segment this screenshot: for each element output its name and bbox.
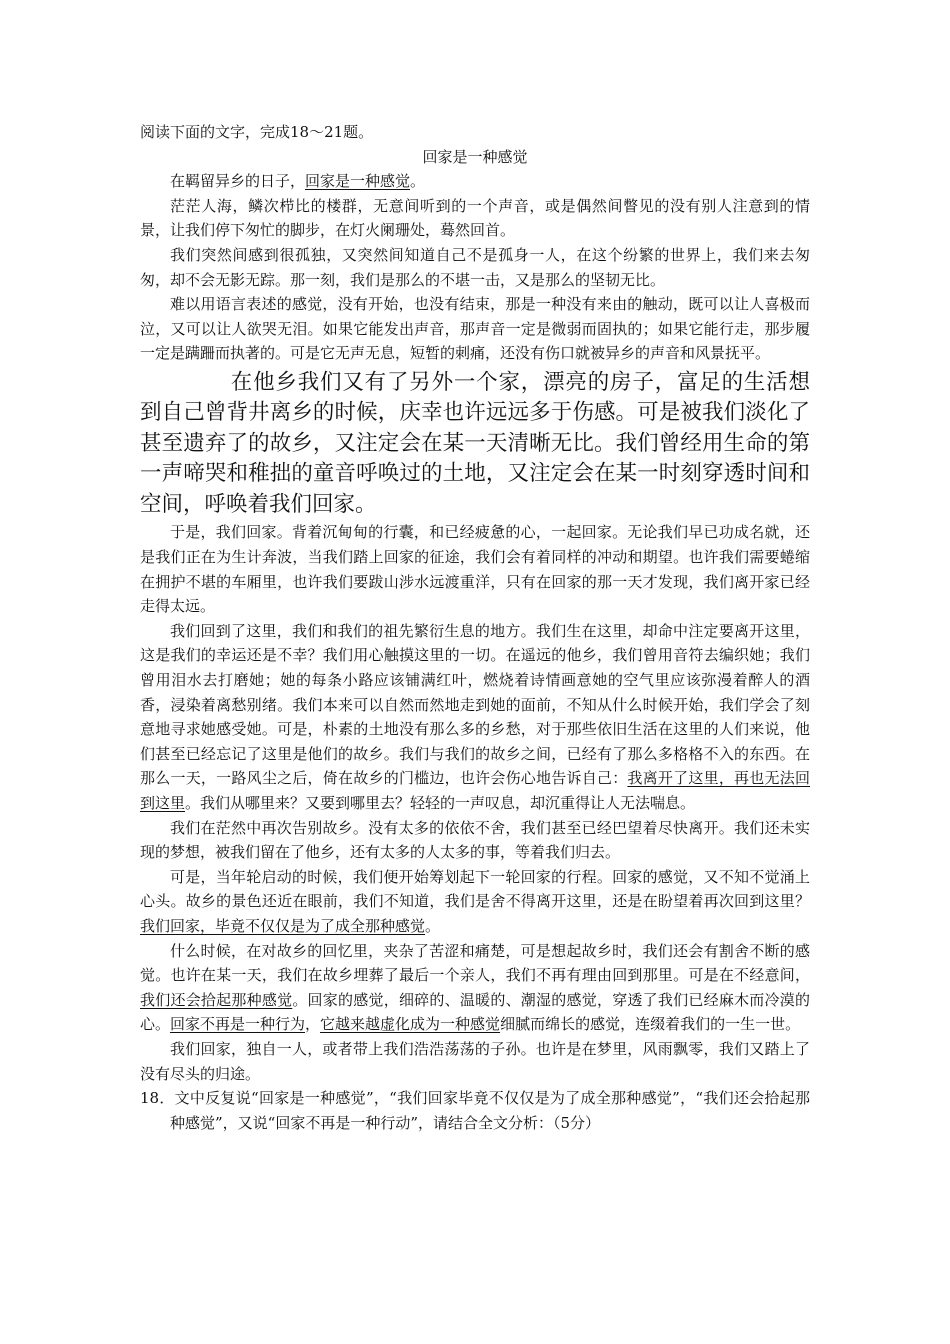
instruction: 阅读下面的文字，完成18～21题。 — [140, 123, 374, 141]
paragraph-1 — [140, 169, 810, 194]
underlined-sentence: 我离开了这里，再也无法回到这里 — [140, 769, 810, 812]
paragraph-8: 我们在茫然中再次告别故乡。没有太多的依依不舍，我们甚至已经巴望着尽快离开。我们还未实现的梦想，被我们留在了他乡，还有太多的人太多的事，等着我们归去。 — [140, 818, 810, 862]
paragraph-2: 茫茫人海，鳞次栉比的楼群，无意间听到的一个声音，或是偶然间瞥见的没有别人注意到的情景，让我们停下匆忙的脚步，在灯火阑珊处，蓦然回首。 — [140, 196, 810, 240]
underlined-sentence: 我们还会拾起那种感觉 — [140, 990, 293, 1009]
text-run: 在羁留异乡的日子， — [170, 172, 306, 191]
text-run: 我们回到了这里，我们和我们的祖先繁衍生息的地方。我们生在这里，却命中注定要离开这里，这是我们的幸运还是不幸？我们用心触摸这里的一切。在遥远的他乡，我们曾用音符去编织她；我们曾用泪水去打磨她；她的每条小路应该铺满红叶，燃烧着诗情画意她的空气里应该弥漫着醉人的酒香，浸染着离愁别绪。我们本来可以自然而然地走到她的面前，不知从什么时候开始，我们学会了刻意地寻求她感受她。可是，朴素的土地没有那么多的乡愁，对于那些依旧生活在这里的人们来说，他们甚至已经忘记了这里是他们的故乡。我们与我们的故乡之间，已经有了那么多格格不入的东西。在那么一天，一路风尘之后，倚在故乡的门槛边，也许会伤心地告诉自己： — [140, 621, 810, 788]
document-page — [140, 120, 810, 1135]
paragraph-3: 我们突然间感到很孤独，又突然间知道自己不是孤身一人，在这个纷繁的世界上，我们来去匆匆，却不会无影无踪。那一刻，我们是那么的不堪一击，又是那么的坚韧无比。 — [140, 245, 810, 289]
paragraph-11: 我们回家，独自一人，或者带上我们浩浩荡荡的子孙。也许是在梦里，风雨飘零，我们又踏上了没有尽头的归途。 — [140, 1039, 810, 1083]
text-run: 细腻而绵长的感觉，连缀着我们的一生一世。 — [500, 1015, 801, 1034]
text-run: ， — [305, 1015, 321, 1034]
article-title: 回家是一种感觉 — [422, 147, 528, 166]
text-run: 。 — [410, 172, 426, 191]
paragraph-9 — [140, 865, 810, 939]
underlined-sentence: 回家不再是一种行为 — [170, 1015, 306, 1034]
paragraph-6: 于是，我们回家。背着沉甸甸的行囊，和已经疲惫的心，一起回家。无论我们早已功成名就，还是我们正在为生计奔波，当我们踏上回家的征途，我们会有着同样的冲动和期望。也许我们需要蜷缩在拥护不堪的车厢里，也许我们要跋山涉水远渡重洋，只有在回家的那一天才发现，我们离开家已经走得太远。 — [140, 523, 810, 616]
paragraph-4: 难以用语言表述的感觉，没有开始，也没有结束，那是一种没有来由的触动，既可以让人喜极而泣，又可以让人欲哭无泪。如果它能发出声音，那声音一定是微弱而固执的；如果它能行走，那步履一定是蹒跚而执著的。可是它无声无息，短暂的刺痛，还没有伤口就被异乡的声音和风景抚平。 — [140, 295, 810, 363]
paragraph-7 — [140, 619, 810, 816]
question-18: 18．文中反复说“回家是一种感觉”，“我们回家毕竟不仅仅是为了成全那种感觉”，“我们还会拾起那种感觉”，又说“回家不再是一种行动”，请结合全文分析：（5分） — [140, 1089, 810, 1132]
underlined-sentence: 回家是一种感觉 — [305, 172, 411, 191]
text-run: 什么时候，在对故乡的回忆里，夹杂了苦涩和痛楚，可是想起故乡时，我们还会有割舍不断的感觉。也许在某一天，我们在故乡埋葬了最后一个亲人，我们不再有理由回到那里。可是在不经意间， — [140, 941, 810, 985]
paragraph-5-large — [140, 368, 810, 521]
text-run: 可是，当年轮启动的时候，我们便开始筹划起下一轮回家的行程。回家的感觉，又不知不觉涌上心头。故乡的景色还近在眼前，我们不知道，我们是舍不得离开这里，还是在盼望着再次回到这里？ — [140, 867, 810, 911]
paragraph-10 — [140, 939, 810, 1037]
text-run: 。回家的感觉，细碎的、温暖的、潮湿的感觉，穿透了我们已经麻木而冷漠的心。 — [140, 990, 810, 1034]
text-run: 。 — [425, 916, 441, 935]
underlined-sentence: 我们回家，毕竟不仅仅是为了成全那种感觉 — [140, 916, 426, 935]
text-run: 在他乡我们又有了另外一个家，漂亮的房子，富足的生活想到自己曾背井离乡的时候，庆幸也许远远多于伤感。可是被我们淡化了甚至遗弃了的故乡，又注定会在某一天清晰无比。我们曾经用生命的第一声啼哭和稚拙的童音呼唤过的土地，又注定会在某一时刻穿透时间和空间，呼唤着我们回家。 — [140, 369, 810, 517]
underlined-sentence: 它越来越虚化成为一种感觉 — [320, 1015, 501, 1034]
text-run: 。我们从哪里来？又要到哪里去？轻轻的一声叹息，却沉重得让人无法喘息。 — [185, 793, 696, 812]
